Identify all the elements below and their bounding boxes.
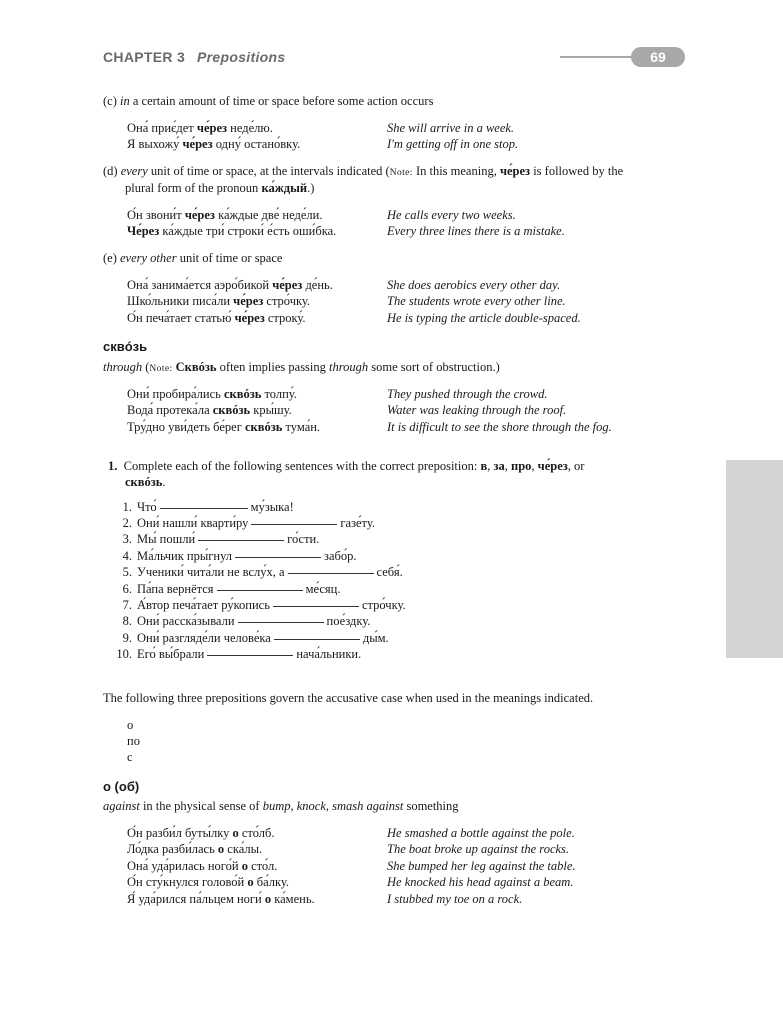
exercise-item: 4. Ма́льчик пры́гнул забо́р. (122, 549, 357, 563)
exercise-item: 3. Мы́ пошли́ го́сти. (122, 532, 320, 546)
example-ru: О́н печа́тает статью́ че́рез строку́. (127, 311, 306, 325)
exercise-item: 9. Они́ разгляде́ли челове́ка ды́м. (122, 631, 389, 645)
exercise-item: 1. Что́ му́зыка! (122, 500, 294, 514)
example-en: He knocked his head against a beam. (387, 875, 574, 889)
example-ru: Она́ уда́рилась ного́й о сто́л. (127, 859, 278, 873)
example-en: I'm getting off in one stop. (387, 137, 519, 151)
prep-list-item: с (127, 750, 133, 764)
example-en: Every three lines there is a mistake. (387, 224, 565, 238)
answer-blank[interactable] (238, 621, 324, 623)
sense-e-definition: (e) every other unit of time or space (103, 251, 283, 265)
answer-blank[interactable] (235, 556, 321, 558)
exercise-item: 7. А́втор печа́тает ру́копись стро́чку. (122, 598, 406, 612)
prep-list-item: о (127, 718, 134, 732)
example-ru: Тру́дно уви́деть бе́рег сквóзь тума́н. (127, 420, 321, 434)
example-ru: О́н звони́т че́рез ка́ждые две́ неде́ли. (127, 208, 323, 222)
prep-list-item: по (127, 734, 140, 748)
page-header (103, 47, 693, 69)
example-ru: Они́ пробира́лись сквóзь толпу́. (127, 387, 297, 401)
example-ru: Я́ уда́рился па́льцем ноги́ о ка́мень. (127, 892, 315, 906)
example-ru: Она́ приє́дет че́рез неде́лю. (127, 121, 273, 135)
example-en: He smashed a bottle against the pole. (387, 826, 575, 840)
example-en: It is difficult to see the shore through the fog. (387, 420, 612, 434)
example-ru: Она́ занима́ется аэро́бикой че́рез де́нь. (127, 278, 333, 292)
example-ru: О́н разби́л буты́лку о сто́лб. (127, 826, 275, 840)
example-en: I stubbed my toe on a rock. (387, 892, 523, 906)
exercise-item: 5. Ученики́ чита́ли не вслу́х, а себя́. (122, 565, 403, 579)
answer-blank[interactable] (273, 605, 359, 607)
example-en: The boat broke up against the rocks. (387, 842, 570, 856)
section-heading-o-ob: о (об) (103, 779, 140, 794)
exercise-instructions: 1. Complete each of the following sentences with the correct preposition: в, за, про, че́рез, or (108, 459, 585, 473)
example-en: He is typing the article double-spaced. (387, 311, 581, 325)
o-ob-definition: against in the physical sense of bump, knock, smash against something (103, 799, 459, 813)
answer-blank[interactable] (251, 523, 337, 525)
example-en: She bumped her leg against the table. (387, 859, 576, 873)
section-heading-skvoz: сквóзь (103, 339, 148, 354)
intro-paragraph: The following three prepositions govern the accusative case when used in the meanings indicated. (103, 691, 594, 705)
chapter-heading: CHAPTER 3 Prepositions (103, 49, 286, 65)
example-en: She will arrive in a week. (387, 121, 515, 135)
sense-d-definition: (d) every unit of time or space, at the intervals indicated (Note: In this meaning, че́рез is followed by the (103, 164, 624, 178)
sense-c-definition: (c) in a certain amount of time or space before some action occurs (103, 94, 434, 108)
answer-blank[interactable] (198, 539, 284, 541)
answer-blank[interactable] (288, 572, 374, 574)
example-ru: Ло́дка разби́лась о ска́лы. (127, 842, 263, 856)
skvoz-definition: through (Note: Сквóзь often implies passing through some sort of obstruction.) (103, 360, 500, 374)
example-en: Water was leaking through the roof. (387, 403, 567, 417)
answer-blank[interactable] (217, 589, 303, 591)
example-ru: Че́рез ка́ждые три́ строки́ е́сть оши́бка. (127, 224, 337, 238)
example-ru: О́н сту́кнулся голово́й о ба́лку. (127, 875, 289, 889)
exercise-item: 8. Они́ расска́зывали пое́здку. (122, 614, 371, 628)
answer-blank[interactable] (207, 654, 293, 656)
page-number: 69 (631, 47, 685, 67)
exercise-item: 10. Его́ вы́брали нача́льники. (116, 647, 362, 661)
example-en: The students wrote every other line. (387, 294, 566, 308)
answer-blank[interactable] (160, 507, 248, 509)
example-ru: Я выхожу́ че́рез одну́ остано́вку. (127, 137, 301, 151)
sense-d-definition-cont: plural form of the pronoun ка́ждый.) (125, 181, 315, 195)
exercise-item: 2. Они́ нашли́ кварти́ру газе́ту. (122, 516, 375, 530)
example-ru: Вода́ протека́ла сквóзь кры́шу. (127, 403, 292, 417)
side-thumb-tab (726, 460, 783, 658)
answer-blank[interactable] (274, 638, 360, 640)
exercise-instructions-cont: сквóзь. (125, 475, 166, 489)
example-en: She does aerobics every other day. (387, 278, 561, 292)
example-en: He calls every two weeks. (387, 208, 516, 222)
example-en: They pushed through the crowd. (387, 387, 548, 401)
exercise-item: 6. Па́па вернётся ме́сяц. (122, 582, 341, 596)
example-ru: Шко́льники писа́ли че́рез стро́чку. (127, 294, 311, 308)
